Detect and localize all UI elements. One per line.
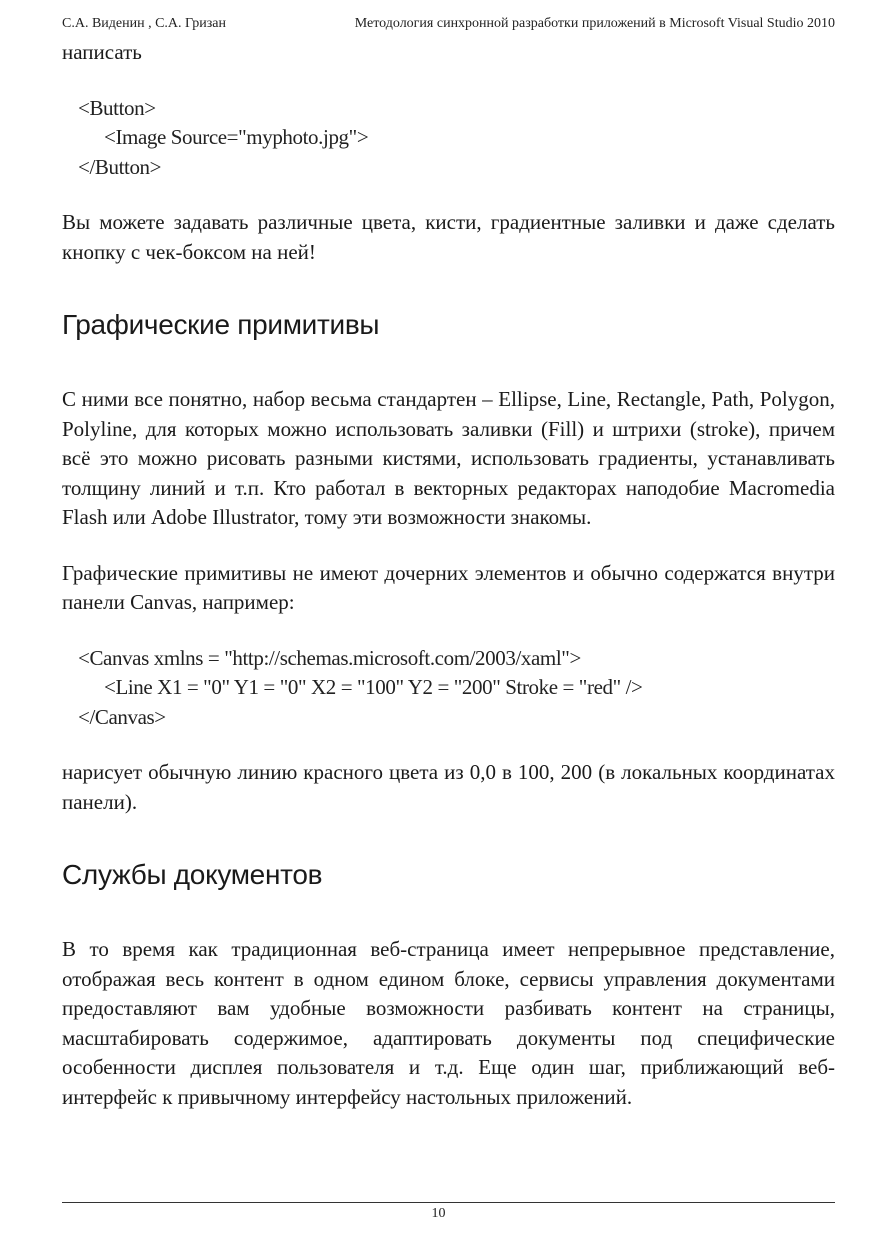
code-line: </Canvas> — [78, 704, 166, 729]
code-block-canvas — [62, 644, 835, 733]
code-line: <Canvas xmlns = "http://schemas.microsoft.com/2003/xaml"> — [78, 645, 581, 670]
page-content — [62, 38, 835, 1112]
header-authors: С.А. Виденин , С.А. Гризан — [62, 16, 226, 31]
footer-divider — [62, 1202, 835, 1203]
paragraph-colors: Вы можете задавать различные цвета, кисти, градиентные заливки и даже сделать кнопку с чек-боксом на ней! — [62, 210, 835, 264]
paragraph-primitives-2: Графические примитивы не имеют дочерних элементов и обычно содержатся внутри панели Canvas, например: — [62, 560, 835, 614]
code-line: <Line X1 = "0" Y1 = "0" X2 = "100" Y2 = "200" Stroke = "red" /> — [104, 675, 643, 699]
intro-text: написать — [62, 40, 142, 64]
code-line: <Image Source="myphoto.jpg"> — [104, 125, 369, 149]
code-block-button — [62, 94, 835, 183]
heading-document-services: Службы документов — [62, 859, 323, 890]
heading-graphic-primitives: Графические примитивы — [62, 309, 380, 340]
code-line: <Button> — [78, 95, 156, 120]
header-book-title: Методология синхронной разработки приложений в Microsoft Visual Studio 2010 — [354, 16, 835, 31]
code-line: </Button> — [78, 154, 162, 179]
paragraph-primitives-3: нарисует обычную линию красного цвета из 0,0 в 100, 200 (в локальных координатах панели). — [62, 760, 835, 814]
paragraph-documents: В то время как традиционная веб-страница имеет непрерывное представление, отображая весь контент в одном едином блоке, сервисы управления документами предоставляют вам удобные возможности разбивать контент на страницы, масштабировать содержимое, адаптировать документы под специфические особенности дисплея пользователя и т.д. Еще один шаг, приближающий веб-интерфейс к привычному интерфейсу настольных приложений. — [62, 937, 835, 1109]
paragraph-primitives-1: С ними все понятно, набор весьма стандартен – Ellipse, Line, Rectangle, Path, Polygon, Polyline, для которых можно использовать заливки (Fill) и штрихи (stroke), причем всё это можно рисовать разными кистями, использовать градиенты, устанавливать толщину линий и т.п. Кто работал в векторных редакторах наподобие Macromedia Flash или Adobe Illustrator, тому эти возможности знакомы. — [62, 387, 835, 529]
running-header — [62, 16, 835, 36]
page-number: 10 — [431, 1206, 446, 1221]
